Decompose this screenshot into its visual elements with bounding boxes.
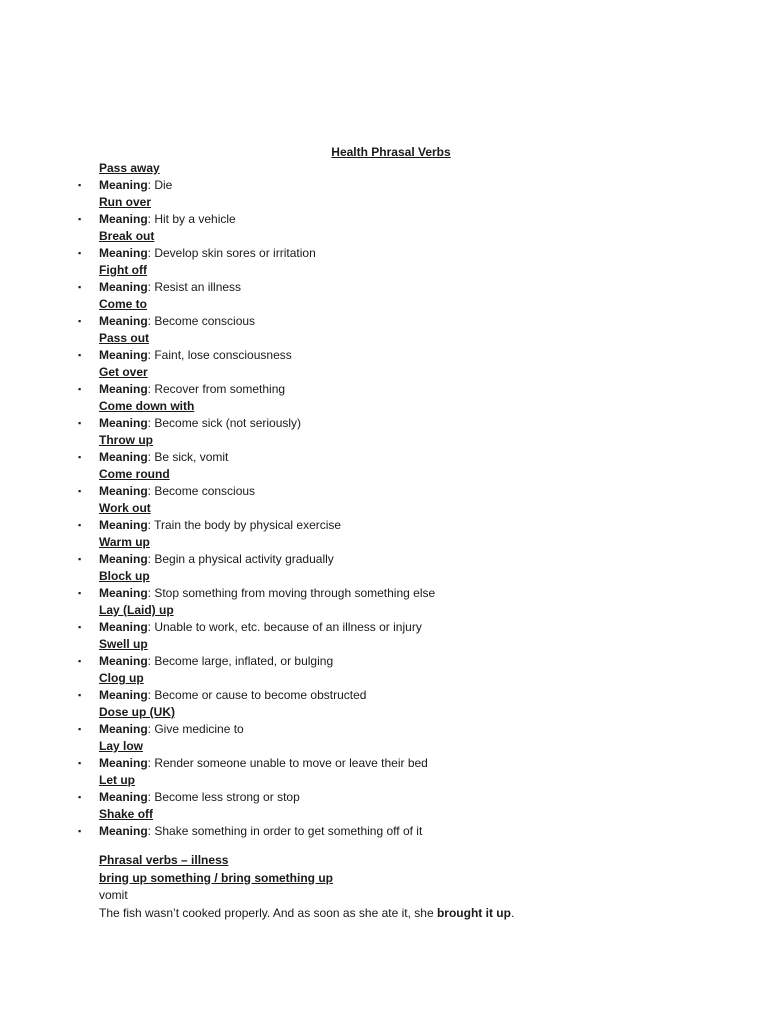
entry-term: Pass out	[99, 331, 150, 345]
entry-term: Warm up	[99, 535, 150, 549]
entry-term: Fight off	[99, 263, 147, 277]
illness-phrase: bring up something / bring something up	[99, 870, 333, 885]
bullet-icon: ▪	[78, 723, 82, 734]
example-emphasis: brought it up	[436, 905, 511, 920]
entry-term: Throw up	[99, 433, 153, 447]
meaning-text: Render someone unable to move or leave their bed	[154, 755, 428, 770]
entry-meaning: ▪ Meaning: Become sick (not seriously)	[99, 415, 719, 433]
bullet-icon: ▪	[78, 485, 82, 496]
bullet-icon: ▪	[78, 383, 82, 394]
entry-term: Swell up	[99, 637, 148, 651]
bullet-icon: ▪	[78, 689, 82, 700]
entry-meaning: ▪ Meaning: Render someone unable to move or leave their bed	[99, 755, 719, 773]
entry-meaning: ▪ Meaning: Become conscious	[99, 483, 719, 501]
entry-term: Come to	[99, 297, 147, 311]
phrasal-verb-list	[78, 160, 719, 840]
entry-meaning: ▪ Meaning: Shake something in order to get something off of it	[99, 823, 719, 841]
entry-term: Block up	[99, 569, 150, 583]
meaning-text: Be sick, vomit	[154, 449, 229, 464]
entry-term: Dose up (UK)	[99, 705, 175, 719]
meaning-label: Meaning	[99, 347, 148, 362]
meaning-text: Become sick (not seriously)	[154, 415, 302, 430]
entry-meaning: ▪ Meaning: Stop something from moving through something else	[99, 585, 719, 603]
bullet-icon: ▪	[78, 315, 82, 326]
entry-meaning: ▪ Meaning: Train the body by physical exercise	[99, 517, 719, 535]
meaning-text: Shake something in order to get something off of it	[154, 823, 423, 838]
example-text: The fish wasn’t cooked properly. And as soon as she ate it, she	[99, 905, 437, 920]
meaning-text: Give medicine to	[154, 721, 244, 736]
entry-meaning: ▪ Meaning: Unable to work, etc. because of an illness or injury	[99, 619, 719, 637]
meaning-text: Hit by a vehicle	[154, 211, 236, 226]
entry-term: Break out	[99, 229, 155, 243]
bullet-icon: ▪	[78, 451, 82, 462]
entry-meaning: ▪ Meaning: Recover from something	[99, 381, 719, 399]
bullet-icon: ▪	[78, 587, 82, 598]
bullet-icon: ▪	[78, 519, 82, 530]
meaning-text: Resist an illness	[154, 279, 242, 294]
example-end: .	[510, 905, 515, 920]
entry-meaning: ▪ Meaning: Resist an illness	[99, 279, 719, 297]
meaning-label: Meaning	[99, 415, 148, 430]
meaning-label: Meaning	[99, 517, 148, 532]
entry-term: Lay (Laid) up	[99, 603, 174, 617]
meaning-label: Meaning	[99, 551, 148, 566]
entry-meaning: ▪ Meaning: Be sick, vomit	[99, 449, 719, 467]
entry-meaning: ▪ Meaning: Become large, inflated, or bulging	[99, 653, 719, 671]
entry-meaning: ▪ Meaning: Faint, lose consciousness	[99, 347, 719, 365]
bullet-icon: ▪	[78, 417, 82, 428]
meaning-label: Meaning	[99, 313, 148, 328]
illness-section	[99, 852, 719, 922]
entry-meaning: ▪ Meaning: Hit by a vehicle	[99, 211, 719, 229]
bullet-icon: ▪	[78, 553, 82, 564]
entry-term: Clog up	[99, 671, 144, 685]
bullet-icon: ▪	[78, 791, 82, 802]
meaning-text: Become conscious	[154, 483, 256, 498]
entry-meaning: ▪ Meaning: Begin a physical activity gradually	[99, 551, 719, 569]
meaning-text: Become less strong or stop	[154, 789, 300, 804]
entry-term: Let up	[99, 773, 135, 787]
illness-example	[99, 905, 719, 923]
entry-term: Shake off	[99, 807, 154, 821]
meaning-label: Meaning	[99, 449, 148, 464]
bullet-icon: ▪	[78, 349, 82, 360]
meaning-label: Meaning	[99, 585, 148, 600]
meaning-text: Train the body by physical exercise	[154, 517, 342, 532]
bullet-icon: ▪	[78, 213, 82, 224]
meaning-label: Meaning	[99, 245, 148, 260]
entry-meaning: ▪ Meaning: Develop skin sores or irritation	[99, 245, 719, 263]
entry-term: Pass away	[99, 161, 160, 175]
entry-meaning: ▪ Meaning: Give medicine to	[99, 721, 719, 739]
illness-section-heading: Phrasal verbs – illness	[99, 853, 229, 867]
meaning-label: Meaning	[99, 653, 148, 668]
entry-term: Work out	[99, 501, 151, 515]
meaning-label: Meaning	[99, 789, 148, 804]
entry-term: Come down with	[99, 399, 195, 413]
entry-meaning: ▪ Meaning: Become conscious	[99, 313, 719, 331]
meaning-text: Faint, lose consciousness	[154, 347, 292, 362]
meaning-text: Unable to work, etc. because of an illness or injury	[154, 619, 422, 634]
bullet-icon: ▪	[78, 825, 82, 836]
meaning-label: Meaning	[99, 279, 148, 294]
meaning-text: Become or cause to become obstructed	[154, 687, 367, 702]
entry-meaning: ▪ Meaning: Die	[99, 177, 719, 195]
meaning-text: Become conscious	[154, 313, 256, 328]
meaning-text: Develop skin sores or irritation	[154, 245, 316, 260]
meaning-label: Meaning	[99, 483, 148, 498]
bullet-icon: ▪	[78, 655, 82, 666]
entry-term: Come round	[99, 467, 170, 481]
meaning-text: Stop something from moving through something else	[154, 585, 436, 600]
bullet-icon: ▪	[78, 757, 82, 768]
meaning-label: Meaning	[99, 381, 148, 396]
illness-definition: vomit	[99, 888, 128, 902]
bullet-icon: ▪	[78, 281, 82, 292]
bullet-icon: ▪	[78, 179, 82, 190]
bullet-icon: ▪	[78, 247, 82, 258]
meaning-label: Meaning	[99, 721, 148, 736]
meaning-label: Meaning	[99, 823, 148, 838]
entry-meaning: ▪ Meaning: Become or cause to become obstructed	[99, 687, 719, 705]
entry-meaning: ▪ Meaning: Become less strong or stop	[99, 789, 719, 807]
entry-term: Run over	[99, 195, 152, 209]
document-title: Health Phrasal Verbs	[331, 145, 451, 159]
meaning-label: Meaning	[99, 177, 148, 192]
meaning-label: Meaning	[99, 755, 148, 770]
meaning-text: Recover from something	[154, 381, 286, 396]
meaning-label: Meaning	[99, 619, 148, 634]
entry-term: Lay low	[99, 739, 144, 753]
entry-term: Get over	[99, 365, 148, 379]
bullet-icon: ▪	[78, 621, 82, 632]
meaning-text: Become large, inflated, or bulging	[154, 653, 334, 668]
meaning-label: Meaning	[99, 687, 148, 702]
meaning-text: Die	[154, 177, 173, 192]
meaning-label: Meaning	[99, 211, 148, 226]
meaning-text: Begin a physical activity gradually	[154, 551, 334, 566]
